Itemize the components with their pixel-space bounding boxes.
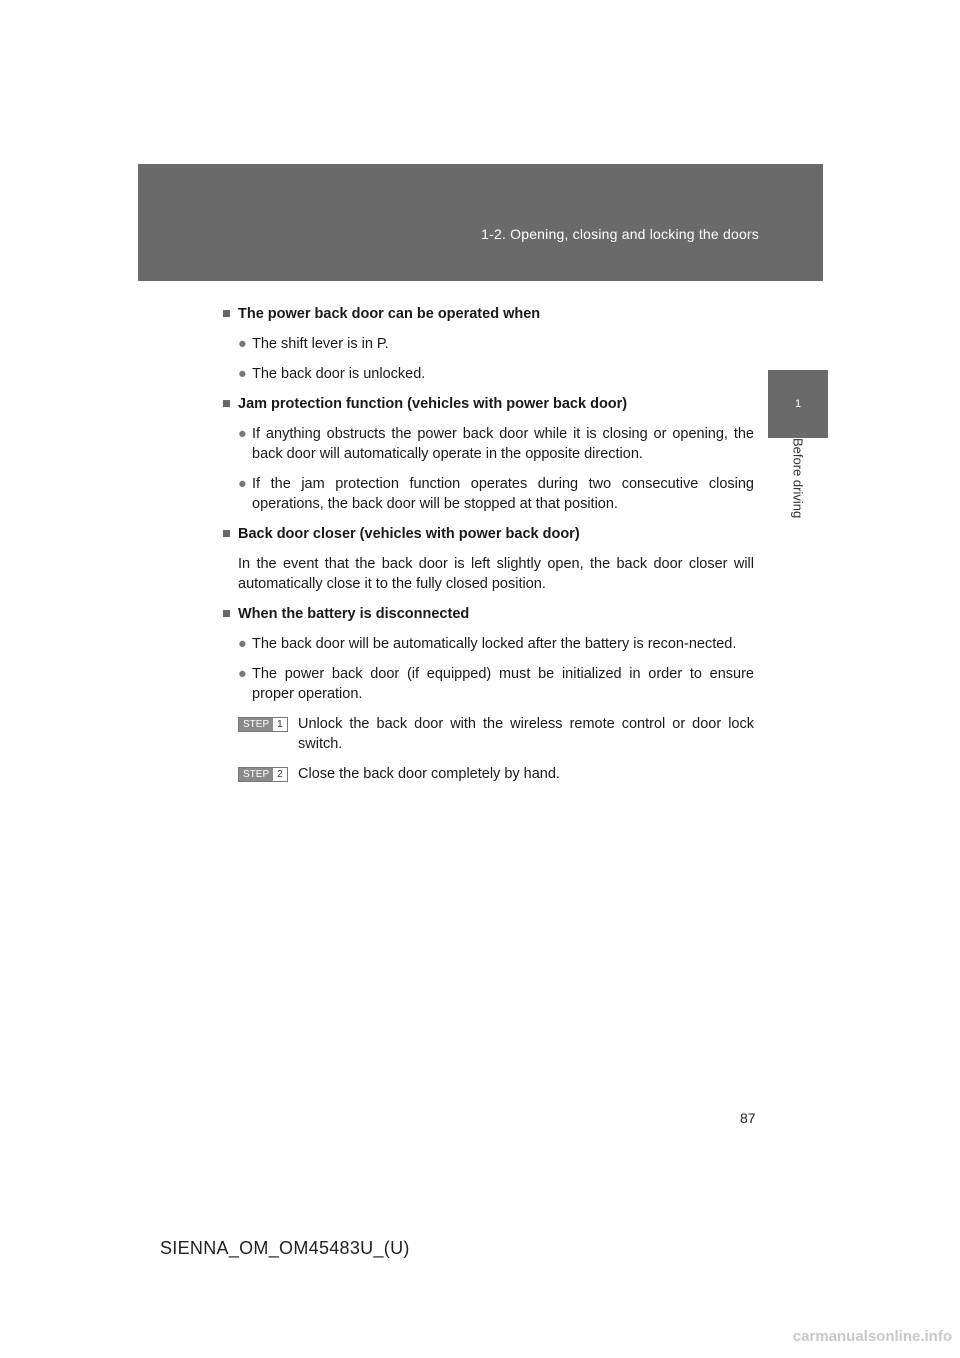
list-item: ● If anything obstructs the power back door while it is closing or opening, the back door will automatically operate in the opposite direction. xyxy=(238,426,754,462)
circle-bullet-icon: ● xyxy=(238,666,247,682)
section-heading: ■ Back door closer (vehicles with power back door) xyxy=(222,526,580,542)
chapter-label: Before driving xyxy=(790,438,806,519)
square-bullet-icon: ■ xyxy=(222,306,231,322)
square-bullet-icon: ■ xyxy=(222,526,231,542)
header-band xyxy=(138,164,823,281)
step-item: STEP 2 Close the back door completely by hand. xyxy=(222,764,754,784)
section-heading: ■ When the battery is disconnected xyxy=(222,606,470,622)
circle-bullet-icon: ● xyxy=(238,426,247,442)
square-bullet-icon: ■ xyxy=(222,396,231,412)
step-badge: STEP 1 xyxy=(238,717,288,732)
list-item: ● The back door is unlocked. xyxy=(238,366,426,382)
section-title: 1-2. Opening, closing and locking the doors xyxy=(481,226,759,242)
step-item: STEP 1 Unlock the back door with the wireless remote control or door lock switch. xyxy=(222,714,754,754)
step-badge: STEP 2 xyxy=(238,767,288,782)
square-bullet-icon: ■ xyxy=(222,606,231,622)
section-heading: ■ The power back door can be operated when xyxy=(222,306,541,322)
body-paragraph: In the event that the back door is left slightly open, the back door closer will automatically close it to the fully closed position. xyxy=(238,556,754,592)
list-item: ● If the jam protection function operates during two consecutive closing operations, the back door will be stopped at that position. xyxy=(238,476,754,512)
document-id: SIENNA_OM_OM45483U_(U) xyxy=(160,1238,410,1258)
chapter-number-tab: 1 xyxy=(768,370,828,438)
chapter-label-tab xyxy=(768,438,828,538)
list-item: ● The power back door (if equipped) must be initialized in order to ensure proper operation. xyxy=(238,666,754,702)
circle-bullet-icon: ● xyxy=(238,636,247,652)
section-heading: ■ Jam protection function (vehicles with power back door) xyxy=(222,396,628,412)
watermark: carmanualsonline.info xyxy=(792,1328,952,1345)
circle-bullet-icon: ● xyxy=(238,366,247,382)
circle-bullet-icon: ● xyxy=(238,476,247,492)
page-content xyxy=(222,304,754,794)
list-item: ● The back door will be automatically locked after the battery is recon-nected. xyxy=(238,636,737,652)
list-item: ● The shift lever is in P. xyxy=(238,336,389,352)
page-number: 87 xyxy=(740,1110,756,1126)
circle-bullet-icon: ● xyxy=(238,336,247,352)
